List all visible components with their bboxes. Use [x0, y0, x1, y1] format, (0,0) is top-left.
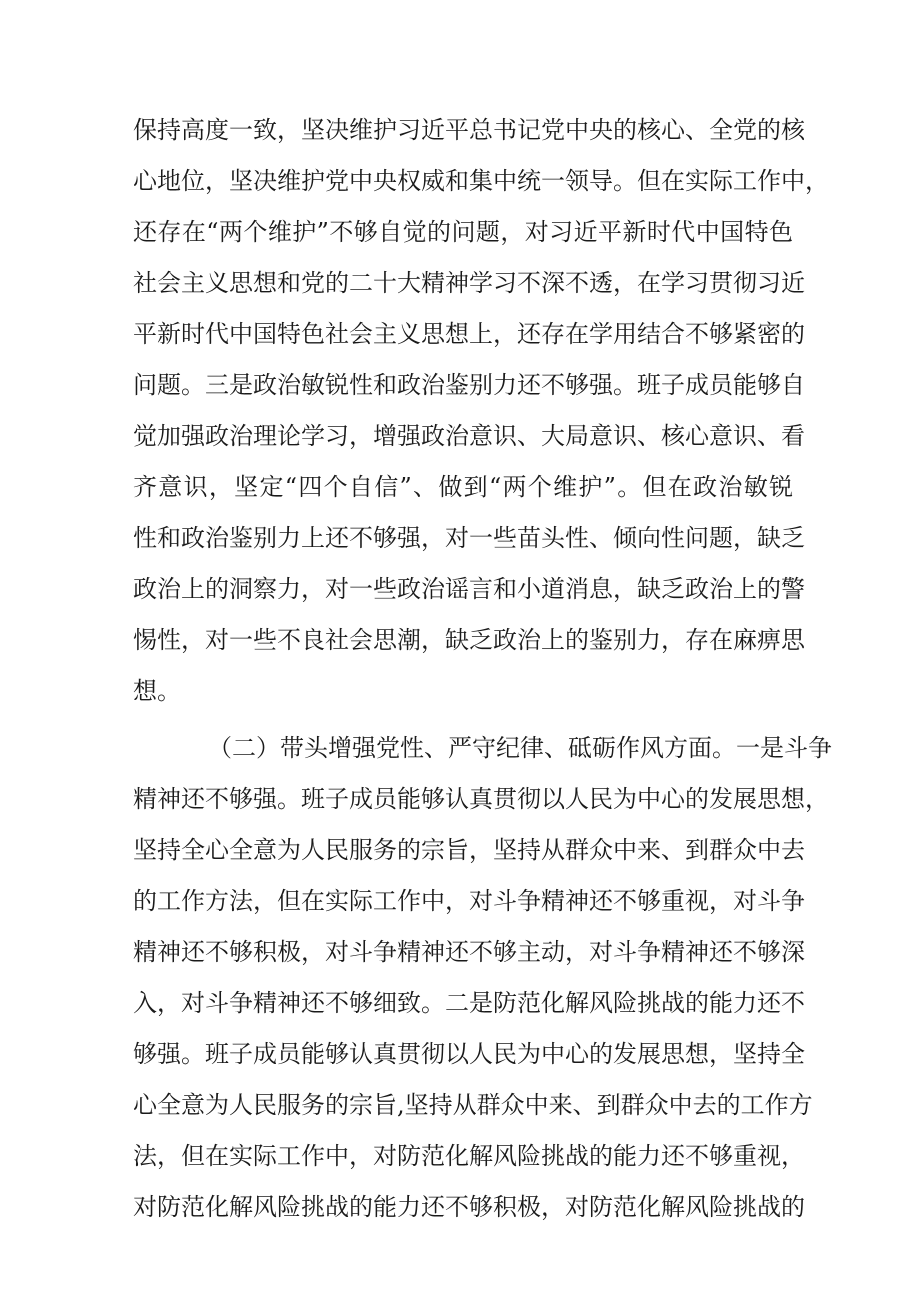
text-line: 保持高度一致，坚决维护习近平总书记党中央的核心、全党的核 [133, 116, 805, 144]
text-line: 够强。班子成员能够认真贯彻以人民为中心的发展思想，坚持全 [133, 1040, 805, 1068]
text-line: 想。 [133, 677, 181, 705]
text-line: 入，对斗争精神还不够细致。二是防范化解风险挑战的能力还不 [133, 989, 805, 1017]
text-line: 惕性，对一些不良社会思潮，缺乏政治上的鉴别力，存在麻痹思 [133, 626, 805, 654]
text-line: 觉加强政治理论学习，增强政治意识、大局意识、核心意识、看 [133, 422, 805, 450]
text-line: 精神还不够强。班子成员能够认真贯彻以人民为中心的发展思想， [133, 785, 829, 813]
text-line: 问题。三是政治敏锐性和政治鉴别力还不够强。班子成员能够自 [133, 371, 805, 399]
section-heading-line: （二）带头增强党性、严守纪律、砥砺作风方面。一是斗争 [208, 734, 832, 762]
text-line: 还存在“两个维护”不够自觉的问题，对习近平新时代中国特色 [133, 218, 793, 246]
text-line: 平新时代中国特色社会主义思想上，还存在学用结合不够紧密的 [133, 320, 805, 348]
text-line: 性和政治鉴别力上还不够强，对一些苗头性、倾向性问题，缺乏 [133, 524, 805, 552]
text-line: 法，但在实际工作中，对防范化解风险挑战的能力还不够重视， [133, 1142, 805, 1170]
text-line: 政治上的洞察力，对一些政治谣言和小道消息，缺乏政治上的警 [133, 575, 805, 603]
text-line: 社会主义思想和党的二十大精神学习不深不透，在学习贯彻习近 [133, 269, 805, 297]
text-line: 对防范化解风险挑战的能力还不够积极，对防范化解风险挑战的 [133, 1193, 805, 1221]
text-line: 心全意为人民服务的宗旨,坚持从群众中来、到群众中去的工作方 [133, 1091, 813, 1119]
text-line: 齐意识，坚定“四个自信”、做到“两个维护”。但在政治敏锐 [133, 473, 793, 501]
text-line: 的工作方法，但在实际工作中，对斗争精神还不够重视，对斗争 [133, 887, 805, 915]
text-line: 坚持全心全意为人民服务的宗旨，坚持从群众中来、到群众中去 [133, 836, 805, 864]
text-line: 心地位，坚决维护党中央权威和集中统一领导。但在实际工作中， [133, 167, 829, 195]
text-line: 精神还不够积极，对斗争精神还不够主动，对斗争精神还不够深 [133, 938, 805, 966]
